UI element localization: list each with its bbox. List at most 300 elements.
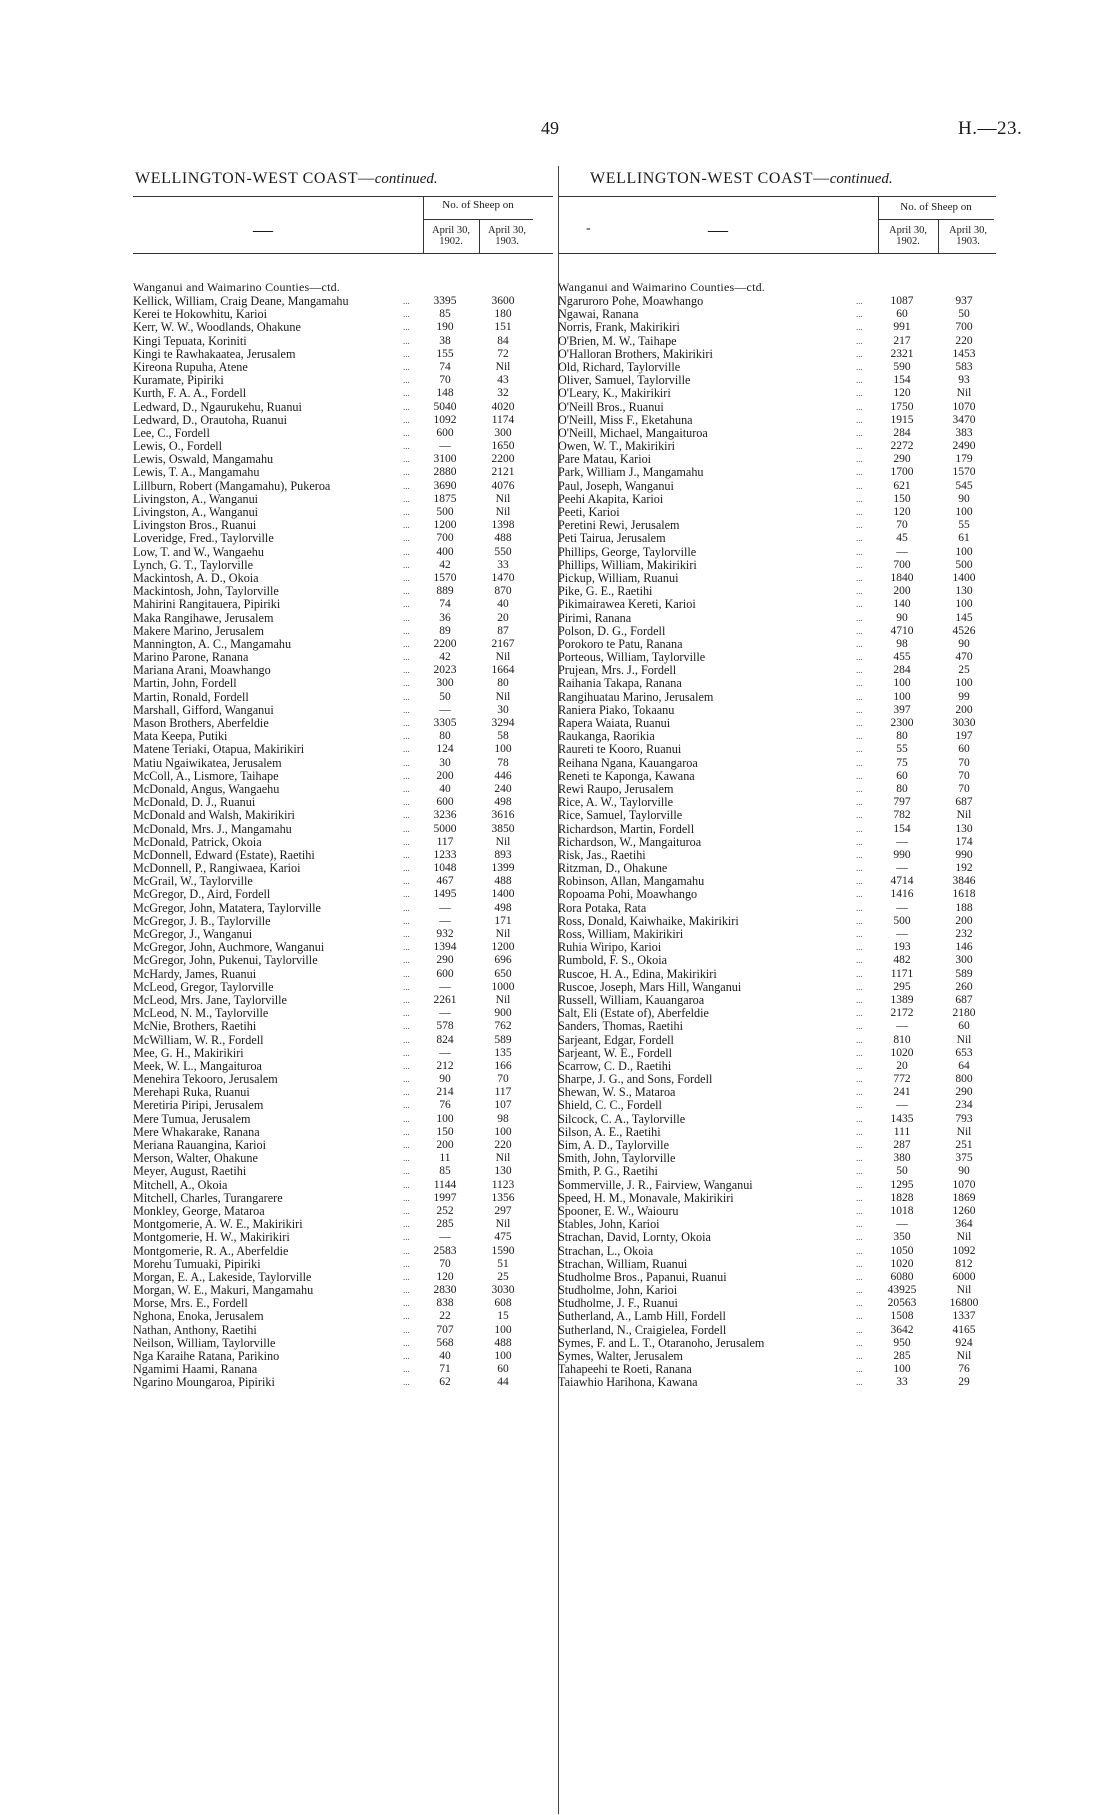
table-row [558, 1060, 996, 1073]
sheep-1902: 1144 [433, 1178, 457, 1191]
sheep-1903: 2180 [952, 1007, 976, 1020]
sheep-1902: — [439, 980, 451, 993]
sheep-1903: 470 [955, 651, 973, 664]
table-row [558, 994, 996, 1007]
leader-dots: ... [856, 770, 863, 781]
sheep-1903: 78 [497, 756, 509, 769]
table-row [133, 717, 553, 730]
sheep-1902: — [896, 901, 908, 914]
owner-name: Kuramate, Pipiriki [133, 374, 224, 388]
table-row [133, 651, 553, 664]
table-row [133, 532, 553, 545]
sheep-1902: 217 [893, 334, 911, 347]
leader-dots: ... [856, 1060, 863, 1071]
owner-name: Meyer, August, Raetihi [133, 1165, 247, 1179]
owner-name: Pickup, William, Ruanui [558, 571, 679, 585]
table-row [133, 295, 553, 308]
table-row [558, 677, 996, 690]
table-row [133, 1297, 553, 1310]
table-row [558, 519, 996, 532]
sheep-1903: Nil [495, 993, 511, 1006]
left-header-date-1903: April 30, 1903. [488, 225, 526, 247]
table-row [558, 836, 996, 849]
leader-dots: ... [856, 296, 863, 306]
sheep-1902: 1295 [890, 1178, 914, 1191]
sheep-1903: 2121 [491, 466, 515, 479]
owner-name: Lewis, T. A., Mangamahu [133, 466, 260, 480]
table-row [558, 1271, 996, 1284]
leader-dots: ... [403, 770, 410, 781]
sheep-1902: 70 [439, 1257, 451, 1270]
table-row [558, 335, 996, 348]
owner-name: Sutherland, A., Lamb Hill, Fordell [558, 1310, 726, 1324]
leader-dots: ... [403, 1219, 410, 1230]
sheep-1902: — [896, 545, 908, 558]
leader-dots: ... [856, 902, 863, 913]
leader-dots: ... [856, 863, 863, 874]
table-row [558, 1218, 996, 1231]
sheep-1903: 130 [494, 1165, 512, 1178]
sheep-1903: 870 [494, 585, 512, 598]
sheep-1903: 793 [955, 1112, 973, 1125]
table-row [133, 1139, 553, 1152]
sheep-1903: 4020 [491, 400, 515, 413]
table-row [558, 1231, 996, 1244]
sheep-1903: 100 [955, 506, 973, 518]
sheep-1902: 154 [893, 822, 911, 835]
owner-name: Maka Rangihawe, Jerusalem [133, 611, 274, 625]
sheep-1903: 1174 [491, 413, 515, 426]
table-row [133, 770, 553, 783]
sheep-1902: 455 [893, 651, 911, 664]
sheep-1902: 5000 [433, 822, 457, 835]
table-row [133, 374, 553, 387]
leader-dots: ... [856, 480, 863, 491]
sheep-1902: 80 [439, 730, 451, 743]
sheep-1903: Nil [956, 387, 972, 400]
table-row [558, 308, 996, 321]
sheep-1903: 488 [494, 1336, 512, 1349]
leader-dots: ... [856, 849, 863, 860]
owner-name: Livingston, A., Wanganui [133, 506, 259, 519]
owner-name: Rice, Samuel, Taylorville [558, 809, 683, 823]
table-row [558, 1165, 996, 1178]
owner-name: Symes, Walter, Jerusalem [558, 1350, 683, 1363]
sheep-1902: 400 [436, 545, 454, 558]
owner-name: McGregor, J. B., Taylorville [133, 914, 271, 928]
owner-name: Mackintosh, A. D., Okoia [133, 571, 259, 585]
table-row [558, 915, 996, 928]
sheep-1903: 589 [494, 1033, 512, 1046]
leader-dots: ... [403, 665, 410, 676]
table-row [133, 823, 553, 836]
leader-dots: ... [403, 836, 410, 847]
leader-dots: ... [856, 454, 863, 465]
leader-dots: ... [403, 1008, 410, 1019]
table-row [133, 677, 553, 690]
leader-dots: ... [403, 1126, 410, 1137]
leader-dots: ... [856, 599, 863, 610]
table-row [558, 1139, 996, 1152]
sheep-1902: 1200 [433, 519, 457, 532]
leader-dots: ... [403, 1258, 410, 1269]
leader-dots: ... [856, 1021, 863, 1032]
sheep-1902: 33 [896, 1376, 908, 1389]
table-row [558, 427, 996, 440]
owner-name: Sarjeant, W. E., Fordell [558, 1046, 673, 1060]
table-row [558, 981, 996, 994]
sheep-1902: 300 [436, 677, 454, 690]
owner-name: McGregor, J., Wanganui [133, 928, 253, 941]
table-row [133, 981, 553, 994]
sheep-1902: 30 [439, 756, 451, 769]
sheep-1902: 285 [893, 1350, 911, 1362]
sheep-1902: 190 [436, 321, 454, 334]
sheep-1903: 179 [955, 453, 973, 466]
leader-dots: ... [403, 612, 410, 623]
table-row [558, 625, 996, 638]
sheep-1902: 3690 [433, 479, 457, 492]
leader-dots: ... [856, 783, 863, 794]
table-row [558, 1086, 996, 1099]
leader-dots: ... [403, 1100, 410, 1111]
sheep-1902: 380 [893, 1152, 911, 1165]
owner-name: Lynch, G. T., Taylorville [133, 558, 253, 572]
sheep-1903: 100 [955, 677, 973, 690]
leader-dots: ... [856, 889, 863, 900]
table-row [558, 1113, 996, 1126]
sheep-1902: — [439, 1007, 451, 1020]
table-row [133, 783, 553, 796]
table-row [133, 1152, 553, 1165]
leader-dots: ... [403, 757, 410, 768]
table-row [558, 612, 996, 625]
leader-dots: ... [403, 1113, 410, 1124]
sheep-1903: 44 [497, 1376, 509, 1389]
leader-dots: ... [403, 1140, 410, 1150]
sheep-1902: 578 [436, 1020, 454, 1033]
owner-name: Sutherland, N., Craigielea, Fordell [558, 1323, 727, 1337]
sheep-1902: 2583 [433, 1244, 457, 1257]
sheep-1903: 180 [494, 308, 512, 321]
owner-name: Morse, Mrs. E., Fordell [133, 1297, 248, 1311]
leader-dots: ... [403, 586, 410, 597]
table-row [133, 1020, 553, 1033]
owner-name: McLeod, Mrs. Jane, Taylorville [133, 993, 287, 1007]
table-row [558, 546, 996, 559]
owner-name: Merehapi Ruka, Ruanui [133, 1086, 250, 1100]
leader-dots: ... [403, 678, 410, 689]
owner-name: Nga Karaihe Ratana, Parikino [133, 1350, 280, 1363]
sheep-1903: 1470 [491, 571, 515, 584]
leader-dots: ... [403, 546, 410, 557]
sheep-1902: 6080 [890, 1270, 914, 1283]
owner-name: Matene Teriaki, Otapua, Makirikiri [133, 743, 305, 757]
leader-dots: ... [856, 1324, 863, 1335]
sheep-1902: 889 [436, 585, 454, 598]
sheep-1902: 1840 [890, 571, 914, 584]
sheep-1902: 1050 [890, 1244, 914, 1257]
owner-name: Meek, W. L., Mangaituroa [133, 1059, 262, 1073]
leader-dots: ... [856, 1192, 863, 1203]
sheep-1902: — [896, 1020, 908, 1033]
owner-name: Smith, John, Taylorville [558, 1152, 676, 1166]
sheep-1902: 90 [439, 1073, 451, 1086]
leader-dots: ... [403, 1047, 410, 1058]
owner-name: Raniera Piako, Tokaanu [558, 703, 675, 717]
owner-name: Kellick, William, Craig Deane, Mangamahu [133, 295, 349, 308]
sheep-1902: 2321 [890, 347, 914, 360]
owner-name: Richardson, W., Mangaituroa [558, 835, 702, 849]
sheep-1902: 70 [439, 374, 451, 387]
owner-name: McHardy, James, Ruanui [133, 967, 257, 981]
sheep-1902: 200 [893, 585, 911, 598]
owner-name: O'Leary, K., Makirikiri [558, 387, 671, 401]
table-row [133, 1284, 553, 1297]
sheep-1902: 193 [893, 941, 911, 954]
sheep-1903: 4076 [491, 479, 515, 492]
table-row [558, 1192, 996, 1205]
owner-name: Livingston, A., Wanganui [133, 492, 259, 506]
table-row [133, 941, 553, 954]
leader-dots: ... [856, 968, 863, 979]
sheep-1902: 40 [439, 1350, 451, 1362]
sheep-1902: 74 [439, 360, 451, 373]
table-row [133, 664, 553, 677]
table-row [133, 612, 553, 625]
owner-name: Raukanga, Raorikia [558, 730, 655, 744]
sheep-1903: 200 [955, 703, 973, 716]
table-row [558, 374, 996, 387]
table-row [133, 519, 553, 532]
leader-dots: ... [856, 414, 863, 425]
sheep-1903: 3030 [491, 1284, 515, 1297]
leader-dots: ... [403, 1245, 410, 1256]
sheep-1902: 2023 [433, 664, 457, 677]
table-row [558, 532, 996, 545]
sheep-1902: — [439, 440, 451, 453]
right-header-hyphen: - [586, 221, 591, 236]
table-row [133, 1165, 553, 1178]
owner-name: Studholme, John, Karioi [558, 1284, 678, 1298]
table-row [558, 638, 996, 651]
leader-dots: ... [403, 704, 410, 715]
owner-name: Raihania Takapa, Ranana [558, 677, 682, 691]
leader-dots: ... [856, 1377, 863, 1388]
leader-dots: ... [403, 559, 410, 570]
sheep-1903: 900 [494, 1007, 512, 1020]
sheep-1903: 15 [497, 1310, 509, 1323]
leader-dots: ... [403, 1351, 410, 1361]
sheep-1902: 397 [893, 703, 911, 716]
leader-dots: ... [856, 731, 863, 742]
leader-dots: ... [856, 427, 863, 438]
sheep-1902: 1171 [890, 967, 914, 980]
sheep-1902: 43925 [887, 1284, 917, 1297]
table-row [133, 730, 553, 743]
leader-dots: ... [856, 1153, 863, 1164]
sheep-1902: 1700 [890, 466, 914, 479]
sheep-1903: Nil [495, 835, 511, 848]
owner-name: Peehi Akapita, Karioi [558, 492, 664, 506]
owner-name: Sarjeant, Edgar, Fordell [558, 1033, 674, 1047]
table-row [558, 796, 996, 809]
owner-name: Shewan, W. S., Mataroa [558, 1086, 676, 1100]
sheep-1902: 100 [893, 677, 911, 690]
sheep-1903: 383 [955, 426, 973, 439]
sheep-1903: 498 [494, 796, 512, 809]
sheep-1902: 1020 [890, 1257, 914, 1270]
leader-dots: ... [856, 744, 863, 755]
leader-dots: ... [856, 309, 863, 320]
sheep-1903: 234 [955, 1099, 973, 1112]
sheep-1902: 2880 [433, 466, 457, 479]
leader-dots: ... [856, 836, 863, 847]
sheep-1902: 932 [436, 928, 454, 940]
table-row [133, 440, 553, 453]
sheep-1902: 36 [439, 611, 451, 624]
sheep-1903: 166 [494, 1059, 512, 1072]
sheep-1903: 60 [958, 743, 970, 756]
table-row [133, 757, 553, 770]
sheep-1903: 100 [494, 1125, 512, 1138]
leader-dots: ... [403, 1285, 410, 1296]
sheep-1902: — [896, 862, 908, 875]
table-row [558, 1047, 996, 1060]
table-row [133, 1073, 553, 1086]
owner-name: Meriana Rauangina, Karioi [133, 1139, 266, 1152]
table-row [133, 902, 553, 915]
sheep-1902: 22 [439, 1310, 451, 1323]
sheep-1902: 1750 [890, 400, 914, 413]
sheep-1902: 1416 [890, 888, 914, 901]
leader-dots: ... [856, 1047, 863, 1058]
owner-name: McColl, A., Lismore, Taihape [133, 769, 279, 783]
owner-name: Robinson, Allan, Mangamahu [558, 875, 705, 889]
leader-dots: ... [403, 533, 410, 544]
leader-dots: ... [403, 507, 410, 517]
owner-name: Old, Richard, Taylorville [558, 360, 681, 374]
owner-name: Sim, A. D., Taylorville [558, 1139, 669, 1152]
sheep-1902: 824 [436, 1033, 454, 1046]
sheep-1903: 687 [955, 796, 973, 809]
sheep-1903: 100 [494, 1350, 512, 1362]
leader-dots: ... [403, 625, 410, 636]
sheep-1902: 4710 [890, 624, 914, 637]
owner-name: Silcock, C. A., Taylorville [558, 1112, 686, 1126]
owner-name: Meretiria Piripi, Jerusalem [133, 1099, 264, 1113]
sheep-1903: 653 [955, 1046, 973, 1059]
leader-dots: ... [856, 1364, 863, 1375]
table-row [558, 809, 996, 822]
owner-name: Russell, William, Kauangaroa [558, 993, 705, 1007]
leader-dots: ... [856, 1271, 863, 1282]
sheep-1903: 70 [958, 756, 970, 769]
owner-name: Martin, John, Fordell [133, 677, 237, 691]
table-row [133, 809, 553, 822]
document-code: H.—23. [958, 118, 1023, 139]
sheep-1903: 893 [494, 848, 512, 861]
table-row [558, 387, 996, 400]
owner-name: Ledward, D., Ngaurukehu, Ruanui [133, 400, 302, 414]
sheep-1902: 154 [893, 374, 911, 387]
table-row [133, 1007, 553, 1020]
sheep-1903: 1400 [491, 888, 515, 901]
table-row [133, 862, 553, 875]
leader-dots: ... [403, 348, 410, 359]
owner-name: Porokoro te Patu, Ranana [558, 637, 683, 651]
sheep-1903: Nil [956, 809, 972, 822]
table-row [558, 730, 996, 743]
sheep-1902: 600 [436, 967, 454, 980]
sheep-1903: 20 [497, 611, 509, 624]
owner-name: Strachan, L., Okoia [558, 1244, 654, 1258]
table-row [558, 1258, 996, 1271]
sheep-1903: 43 [497, 374, 509, 387]
sheep-1902: 1495 [433, 888, 457, 901]
leader-dots: ... [403, 955, 410, 966]
leader-dots: ... [856, 691, 863, 702]
sheep-1903: Nil [956, 1231, 972, 1244]
right-header-date-1902: April 30, 1902. [889, 225, 927, 247]
sheep-1902: 38 [439, 334, 451, 347]
sheep-1903: 1070 [952, 400, 976, 413]
table-row [133, 598, 553, 611]
table-row [558, 1099, 996, 1112]
owner-name: Neilson, William, Taylorville [133, 1336, 276, 1350]
table-row [558, 743, 996, 756]
owner-name: Mason Brothers, Aberfeldie [133, 717, 269, 730]
owner-name: Ritzman, D., Ohakune [558, 862, 668, 876]
sheep-1902: — [439, 1046, 451, 1059]
sheep-1903: 240 [494, 782, 512, 795]
leader-dots: ... [856, 1034, 863, 1045]
owner-name: McNie, Brothers, Raetihi [133, 1020, 257, 1034]
table-row [133, 704, 553, 717]
sheep-1902: 50 [896, 1165, 908, 1178]
table-row [133, 480, 553, 493]
sheep-1903: 87 [497, 624, 509, 637]
left-header-subrule [423, 219, 533, 220]
sheep-1903: 3600 [491, 295, 515, 307]
table-row [558, 466, 996, 479]
owner-name: Mere Tumua, Jerusalem [133, 1112, 251, 1126]
leader-dots: ... [403, 744, 410, 755]
sheep-1902: 287 [893, 1139, 911, 1151]
leader-dots: ... [856, 942, 863, 953]
owner-name: Phillips, William, Makirikiri [558, 558, 697, 572]
sheep-1903: 4165 [952, 1323, 976, 1336]
sheep-1902: 467 [436, 875, 454, 888]
sheep-1903: 290 [955, 1086, 973, 1099]
table-row [133, 1245, 553, 1258]
sheep-1902: 62 [439, 1376, 451, 1389]
sheep-1903: 174 [955, 835, 973, 848]
sheep-1902: 1508 [890, 1310, 914, 1323]
table-row [133, 585, 553, 598]
owner-name: McGregor, John, Auchmore, Wanganui [133, 941, 325, 955]
sheep-1903: 25 [958, 664, 970, 677]
table-row [558, 1034, 996, 1047]
owner-name: McGregor, D., Aird, Fordell [133, 888, 271, 902]
leader-dots: ... [403, 929, 410, 939]
sheep-1903: 70 [958, 769, 970, 782]
owner-name: Studholme, J. F., Ruanui [558, 1297, 678, 1311]
table-row [133, 401, 553, 414]
table-row [133, 1113, 553, 1126]
sheep-1902: 707 [436, 1323, 454, 1336]
sheep-1902: 700 [436, 532, 454, 545]
